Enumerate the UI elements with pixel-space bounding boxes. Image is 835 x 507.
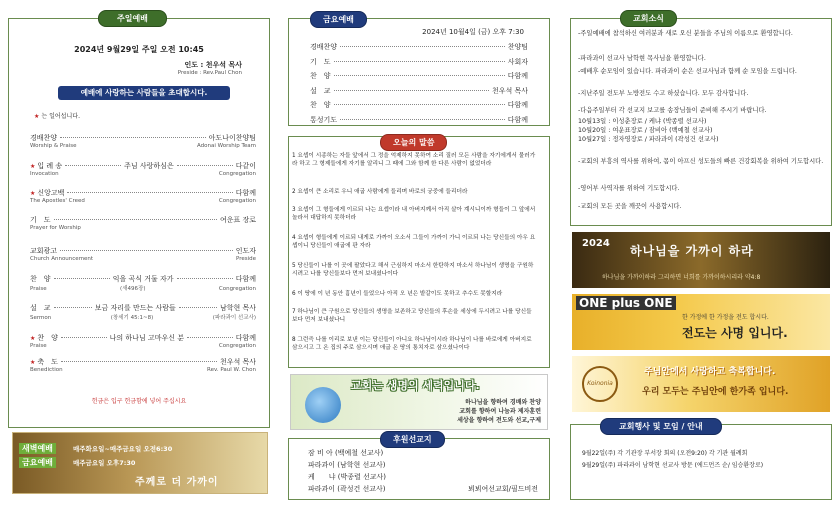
news-panel xyxy=(570,0,832,507)
friday-title: 금요예배 xyxy=(310,11,367,28)
order-label-en: Praise xyxy=(30,286,47,292)
news-item: -다음주일부터 각 선교지 보고를 송장님들이 준비해 주시기 바랍니다. xyxy=(578,107,767,114)
worship-order-item xyxy=(30,274,256,292)
order-person: 다함께 xyxy=(235,189,256,197)
friday-item-label: 통성기도 xyxy=(310,115,338,124)
evangelism-big-text: 전도는 사명 입니다. xyxy=(682,326,788,340)
order-person-en: Congregation xyxy=(218,286,256,292)
verse-item: 4 요셉이 형들에게 이르되 내게로 가까이 오소서 그들이 가까이 가니 이르되 나는 당신들의 아우 요셉이니 당신들이 애굽에 판 자라 xyxy=(292,235,536,249)
friday-item-label: 기 도 xyxy=(310,57,331,66)
friday-worship-tag: 금요예배 xyxy=(19,457,56,468)
order-person-en: Congregation xyxy=(218,171,256,177)
support-left: 잠 비 아 (백예철 선교사) xyxy=(308,449,384,457)
leader-dots xyxy=(65,165,121,166)
friday-item-person: 다함께 xyxy=(507,101,528,109)
order-person: 다함께 xyxy=(235,275,257,283)
friday-order-item xyxy=(310,57,528,67)
worship-order-row xyxy=(30,133,256,143)
friday-item-label: 찬 양 xyxy=(310,101,331,109)
koinonia-banner xyxy=(572,356,830,412)
news-title: 교회소식 xyxy=(620,10,677,27)
leader-dots xyxy=(60,137,206,138)
middle-panel xyxy=(288,0,550,507)
leader-dots xyxy=(67,192,232,193)
order-label-en: Sermon xyxy=(30,315,52,321)
order-title-sub: (새496장) xyxy=(120,286,146,292)
support-left: 파라과이 (남학현 선교사) xyxy=(308,461,386,469)
support-left: 케 냐 (박종렬 선교사) xyxy=(308,473,387,481)
leader-dots xyxy=(61,337,107,338)
star-icon: ★ xyxy=(30,335,36,342)
worship-order-row xyxy=(30,246,256,256)
support-item xyxy=(308,448,538,458)
friday-worship-info: 매주금요일 오후7:30 xyxy=(73,459,136,467)
star-icon: ★ xyxy=(30,163,36,170)
news-item: 10월27일 : 정자영장로 / 파라과이 (곽성건 선교사) xyxy=(578,136,719,143)
order-label: 경배찬양 xyxy=(30,134,58,142)
worship-order-row xyxy=(30,188,256,198)
verse-item: 5 당신들이 나를 이 곳에 팔았다고 해서 근심하지 마소서 한탄하지 마소서 하나님이 생명을 구원하시려고 나를 당신들보다 먼저 보내셨나이다 xyxy=(292,263,534,277)
order-person: 천우석 목사 xyxy=(219,358,256,366)
worship-order-row xyxy=(30,215,256,225)
verse-item: 7 하나님이 큰 구원으로 당신들의 생명을 보존하고 당신들의 후손을 세상에 두시려고 나를 당신들보다 먼저 보내셨나니 xyxy=(292,309,532,323)
order-person-en: Congregation xyxy=(218,343,256,349)
order-person: 남학현 목사 xyxy=(219,304,257,312)
order-person-en: Rev. Paul W. Chon xyxy=(207,367,256,373)
friday-item-person: 사회자 xyxy=(507,57,528,66)
worship-order-item xyxy=(30,161,256,177)
support-item xyxy=(308,484,538,494)
leader-dots xyxy=(334,104,505,105)
worship-order-item xyxy=(30,188,256,204)
globe-icon xyxy=(305,387,341,423)
worship-order-item xyxy=(30,333,256,349)
verse-item: 6 이 땅에 이 년 동안 흉년이 들었으나 아직 오 년은 밭갈이도 못하고 추수도 못할지라 xyxy=(292,291,503,297)
worship-order-sub-row xyxy=(30,256,256,262)
koinonia-logo: Koinonia xyxy=(582,366,618,402)
order-person: 여운표 장로 xyxy=(219,216,256,224)
order-label-en: Prayer for Worship xyxy=(30,225,81,231)
worship-order-row xyxy=(30,161,256,171)
leader-dots xyxy=(187,337,233,338)
leader-dots xyxy=(177,165,233,166)
order-title: 주님 사랑하심은 xyxy=(124,162,174,170)
evangelism-small-text: 한 가정에 한 가정을 전도 합시다. xyxy=(682,314,769,321)
order-label: 입 례 송 xyxy=(37,162,63,170)
event-item: 9월29일(주) 파라과이 남학현 선교사 방문 (에드먼즈 순/ 임승환장로) xyxy=(582,462,764,469)
welcome-banner: 예배에 사랑하는 사람들을 초대합시다. xyxy=(58,86,230,100)
ministry-banner xyxy=(290,374,548,430)
support-title: 후원선교지 xyxy=(380,431,445,448)
friday-order-item xyxy=(310,71,528,81)
leader-dots xyxy=(54,219,217,220)
worship-order-item xyxy=(30,246,256,262)
friday-order-item xyxy=(310,86,528,96)
evangelism-banner xyxy=(572,294,830,350)
dawn-worship-tag: 새벽예배 xyxy=(19,443,56,454)
order-label: 기 도 xyxy=(30,216,51,224)
worship-title: 주일예배 xyxy=(98,10,167,27)
news-item: 10월20일 : 여운표장로 / 잠비아 (백예철 선교사) xyxy=(578,127,713,134)
star-icon: ★ xyxy=(34,113,40,120)
order-person: 인도자 xyxy=(235,247,256,255)
friday-order-item xyxy=(310,100,528,110)
verse-banner-verse: 하나님을 가까이하라 그리하면 너희를 가까이하시리라 약4:8 xyxy=(602,274,761,281)
friday-item-label: 경배찬양 xyxy=(310,43,338,51)
order-person: 다같이 xyxy=(235,162,256,170)
order-title-sub: (창세기 45:1~8) xyxy=(110,315,154,321)
friday-item-label: 설 교 xyxy=(310,86,331,95)
event-item: 9월22일(주) 각 기관장 부서장 회의 (오전9:20) 각 기관 월례회 xyxy=(582,450,748,457)
dawn-worship-info: 매주화요일~매주금요일 오전6:30 xyxy=(73,445,173,453)
order-label: 교회광고 xyxy=(30,247,58,255)
worship-order-row xyxy=(30,333,256,343)
order-label: 축 도 xyxy=(37,358,58,366)
worship-order-item xyxy=(30,303,256,321)
news-item: -영어부 사역자를 위하여 기도합시다. xyxy=(578,185,680,192)
order-label-en: The Apostles' Creed xyxy=(30,198,85,204)
worship-order-row xyxy=(30,303,256,313)
ministry-line-3: 세상을 향하여 전도와 선교,구제 xyxy=(457,417,541,424)
leader-dots xyxy=(177,278,233,279)
sermon-box xyxy=(288,136,550,368)
worship-order-sub-row xyxy=(30,225,256,231)
worship-order-item xyxy=(30,357,256,373)
stand-note xyxy=(34,111,80,120)
ministry-line-2: 교회를 향하여 나눔과 제자훈련 xyxy=(459,408,541,415)
ministry-line-1: 하나님을 향하여 경배와 찬양 xyxy=(465,399,541,406)
koinonia-line-2: 우리 모두는 주님안에 한가족 입니다. xyxy=(642,387,789,397)
order-person-en: Adonai Worship Team xyxy=(196,143,256,149)
ministry-headline: 교회는 생명의 세력입니다. xyxy=(351,379,480,392)
worship-schedule-banner xyxy=(12,432,268,494)
leader-dots xyxy=(54,278,110,279)
worship-order-sub-row xyxy=(30,171,256,177)
order-label-en: Worship & Praise xyxy=(30,143,77,149)
worship-order-sub-row xyxy=(30,367,256,373)
worship-order-sub-row xyxy=(30,143,256,149)
star-icon: ★ xyxy=(30,359,36,366)
order-label-en: Praise xyxy=(30,343,47,349)
order-person-en: Congregation xyxy=(218,198,256,204)
leader-dots xyxy=(179,307,217,308)
friday-item-person: 천우석 목사 xyxy=(491,86,528,95)
order-label: 신앙고백 xyxy=(37,189,65,197)
star-icon: ★ xyxy=(30,190,36,197)
worship-panel xyxy=(8,0,270,507)
support-item xyxy=(308,472,538,482)
order-label-en: Church Announcement xyxy=(30,256,94,262)
news-item: -지난주일 전도부 노방전도 수고 하셨습니다. 모두 감사합니다. xyxy=(578,90,749,97)
worship-order-sub-row xyxy=(30,343,256,349)
sermon-title: 오늘의 말씀 xyxy=(380,134,447,151)
verse-banner-year: 2024 xyxy=(582,238,610,249)
worship-leader xyxy=(178,60,242,76)
news-item: -교회의 모든 곳을 깨끗이 사용합시다. xyxy=(578,203,682,210)
worship-order-sub-row xyxy=(30,284,256,292)
leader-dots xyxy=(54,307,92,308)
friday-order-item xyxy=(310,115,528,125)
worship-order-sub-row xyxy=(30,313,256,321)
worship-order-item xyxy=(30,133,256,149)
leader-dots xyxy=(334,61,505,62)
order-person: 아도나이찬양팀 xyxy=(208,134,256,142)
verse-item: 2 요셉이 큰 소리로 우니 애굽 사람에게 들리며 바로의 궁중에 들리더라 xyxy=(292,189,468,195)
one-plus-one-logo: ONE plus ONE xyxy=(576,296,676,310)
news-item: -예배후 순모임이 있습니다. 파라과이 순은 선교사님과 함께 순 모임을 드립니다. xyxy=(578,68,797,75)
leader-dots xyxy=(340,46,505,47)
news-item: 10월13일 : 이성춘장로 / 케냐 (박종렬 선교사) xyxy=(578,118,707,125)
order-label-en: Benediction xyxy=(30,367,63,373)
verse-item: 1 요셉이 시종하는 자들 앞에서 그 정을 억제하지 못하여 소리 질러 모든 사람을 자기에게서 물러가라 하고 그 형제들에게 자기를 알리니 그 때에 그와 함께 한 다른 사람이 없었더라 xyxy=(292,153,536,167)
order-title: 보금 자리를 만드는 사람들 xyxy=(94,304,176,312)
verse-item: 3 요셉이 그 형들에게 이르되 나는 요셉이라 내 아버지께서 아직 살아 계시니이까 형들이 그 앞에서 놀라서 대답하지 못하더라 xyxy=(292,207,536,221)
leader-dots xyxy=(334,75,505,76)
friday-item-person: 찬양팀 xyxy=(507,43,528,51)
friday-item-person: 다함께 xyxy=(507,72,528,80)
support-right: 뵈뵈여선교회/필드비전 xyxy=(468,485,538,493)
order-label: 설 교 xyxy=(30,304,51,312)
order-label: 찬 양 xyxy=(37,334,58,342)
worship-date: 2024년 9월29일 주일 오전 10:45 xyxy=(74,45,204,54)
worship-order-row xyxy=(30,357,256,367)
friday-order-item xyxy=(310,42,528,52)
friday-date: 2024년 10월4일 (금) 오후 7:30 xyxy=(422,28,524,36)
verse-banner xyxy=(572,232,830,288)
worship-order-sub-row xyxy=(30,198,256,204)
worship-leader-en: Preside : Rev.Paul Chon xyxy=(177,70,242,76)
order-label: 찬 양 xyxy=(30,275,51,283)
offering-note: 헌금은 입구 헌금함에 넣어 주십시요 xyxy=(91,398,187,405)
news-item: -교회의 부흥의 역사를 위하여, 몸이 아프신 성도들의 빠른 건강회복을 위하여 기도합시다. xyxy=(578,158,824,165)
friday-item-person: 다함께 xyxy=(507,115,528,124)
order-label-en: Invocation xyxy=(30,171,59,177)
order-person-en: (파라과이 선교사) xyxy=(212,315,256,321)
order-person: 다함께 xyxy=(235,334,257,342)
worship-order-row xyxy=(30,274,256,284)
support-item xyxy=(308,460,538,470)
order-title: 익을 곡식 거둘 자가 xyxy=(112,275,174,283)
news-item: -파라과이 선교사 남학현 목사님을 환영합니다. xyxy=(578,55,706,62)
order-title: 나의 하나님 고마우신 분 xyxy=(109,334,184,342)
news-item: -주일예배에 참석하신 여러분과 새로 오신 분들을 주님의 이름으로 환영합니다. xyxy=(578,30,793,37)
events-title: 교회행사 및 모임 / 안내 xyxy=(600,418,722,435)
friday-item-label: 찬 양 xyxy=(310,72,331,80)
support-left: 파라과이 (곽성건 선교사) xyxy=(308,485,386,493)
leader-dots xyxy=(61,361,217,362)
leader-dots xyxy=(60,250,233,251)
worship-leader-ko: 인도 : 천우석 목사 xyxy=(184,61,242,69)
worship-order-item xyxy=(30,215,256,231)
leader-dots xyxy=(334,90,489,91)
verse-item: 8 그런즉 나를 이리로 보낸 이는 당신들이 아니요 하나님이시라 하나님이 나를 바로에게 아버지로 삼으시고 그 온 집의 주로 삼으시며 애굽 온 땅의 통치자로 삼으셨나이다 xyxy=(292,337,532,351)
verse-banner-title: 하나님을 가까이 하라 xyxy=(630,244,754,258)
stand-note-text: 는 일어섭니다. xyxy=(41,113,80,120)
order-person-en: Preside xyxy=(235,256,256,262)
banner-slogan: 주께로 더 가까이 xyxy=(135,477,219,488)
koinonia-line-1: 주님안에서 사랑하고 축복합니다. xyxy=(644,367,776,377)
leader-dots xyxy=(340,119,505,120)
